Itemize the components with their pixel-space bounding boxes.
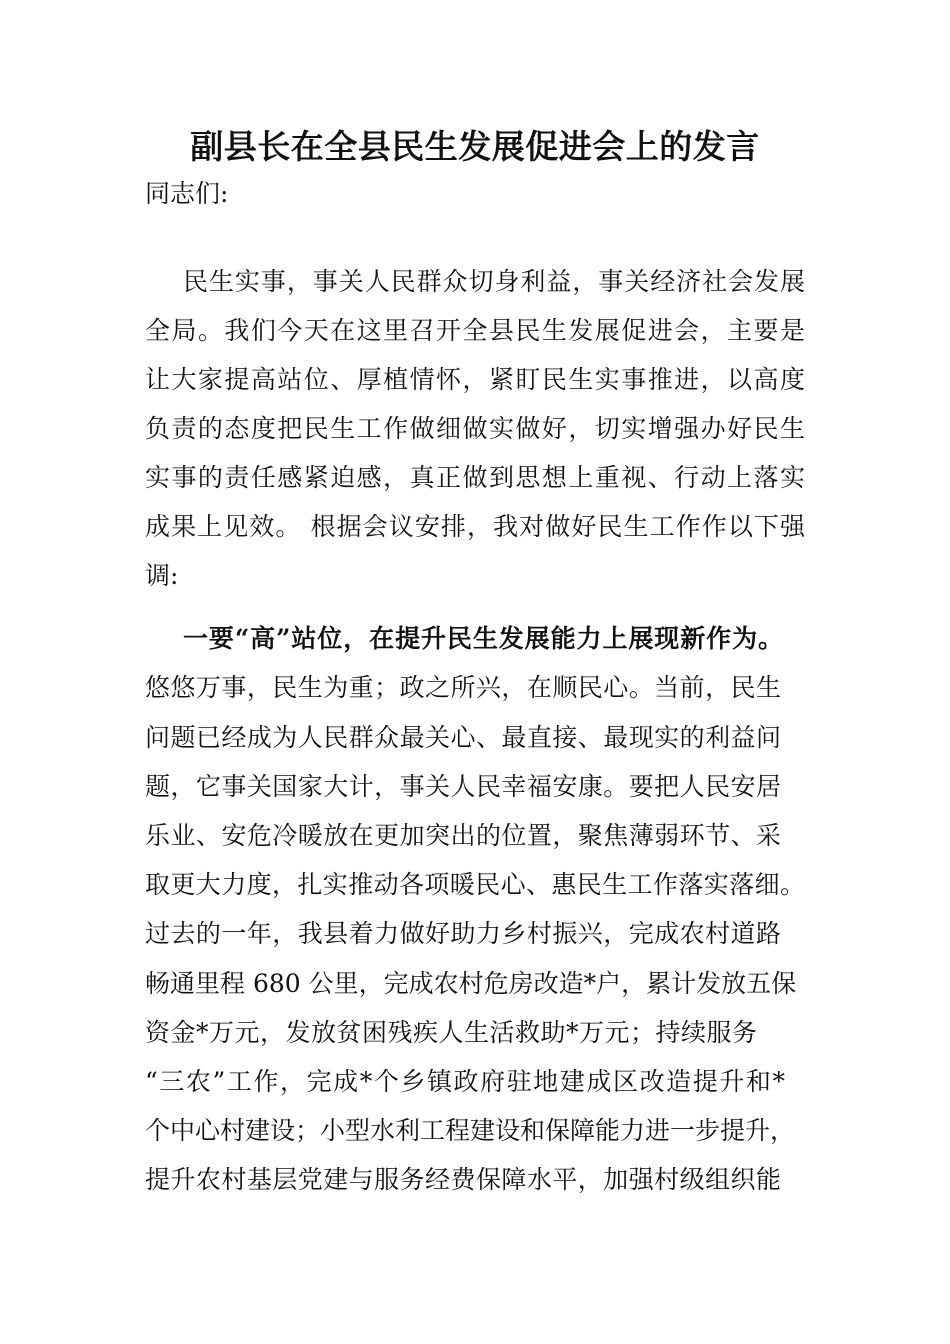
paragraph-line: 过去的一年，我县着力做好助力乡村振兴，完成农村道路	[145, 919, 781, 948]
paragraph-line: 畅通里程 680 公里，完成农村危房改造*户，累计发放五保	[145, 969, 797, 998]
paragraph-line: 民生实事，事关人民群众切身利益，事关经济社会发展	[183, 267, 805, 296]
paragraph-line: 个中心村建设；小型水利工程建设和保障能力进一步提升，	[145, 1116, 796, 1145]
paragraph-line: 悠悠万事，民生为重；政之所兴，在顺民心。当前，民生	[145, 673, 781, 702]
paragraph-line: 取更大力度，扎实推动各项暖民心、惠民生工作落实落细。	[145, 870, 805, 899]
salutation: 同志们:	[145, 179, 229, 208]
paragraph-line: “三农”工作，完成*个乡镇政府驻地建成区改造提升和*	[145, 1067, 785, 1096]
paragraph-line: 乐业、安危冷暖放在更加突出的位置，聚焦薄弱环节、采	[145, 821, 781, 850]
paragraph-line: 资金*万元，发放贫困残疾人生活救助*万元；持续服务	[145, 1018, 757, 1047]
section-heading: 一要“高”站位，在提升民生发展能力上展现新作为。	[183, 624, 783, 653]
paragraph-line: 实事的责任感紧迫感，真正做到思想上重视、行动上落实	[145, 463, 805, 492]
paragraph-line: 负责的态度把民生工作做细做实做好，切实增强办好民生	[145, 414, 805, 443]
paragraph-line: 提升农村基层党建与服务经费保障水平，加强村级组织能	[145, 1165, 781, 1194]
paragraph-line: 成果上见效。 根据会议安排，我对做好民生工作作以下强	[145, 512, 805, 541]
paragraph-line: 调:	[145, 561, 179, 590]
paragraph-line: 全局。我们今天在这里召开全县民生发展促进会，主要是	[145, 316, 805, 345]
paragraph-line: 让大家提高站位、厚植情怀，紧盯民生实事推进，以高度	[145, 365, 805, 394]
paragraph-line: 题，它事关国家大计，事关人民幸福安康。要把人民安居	[145, 772, 781, 801]
paragraph-line: 问题已经成为人民群众最关心、最直接、最现实的利益问	[145, 723, 781, 752]
document-title: 副县长在全县民生发展促进会上的发言	[190, 127, 760, 166]
